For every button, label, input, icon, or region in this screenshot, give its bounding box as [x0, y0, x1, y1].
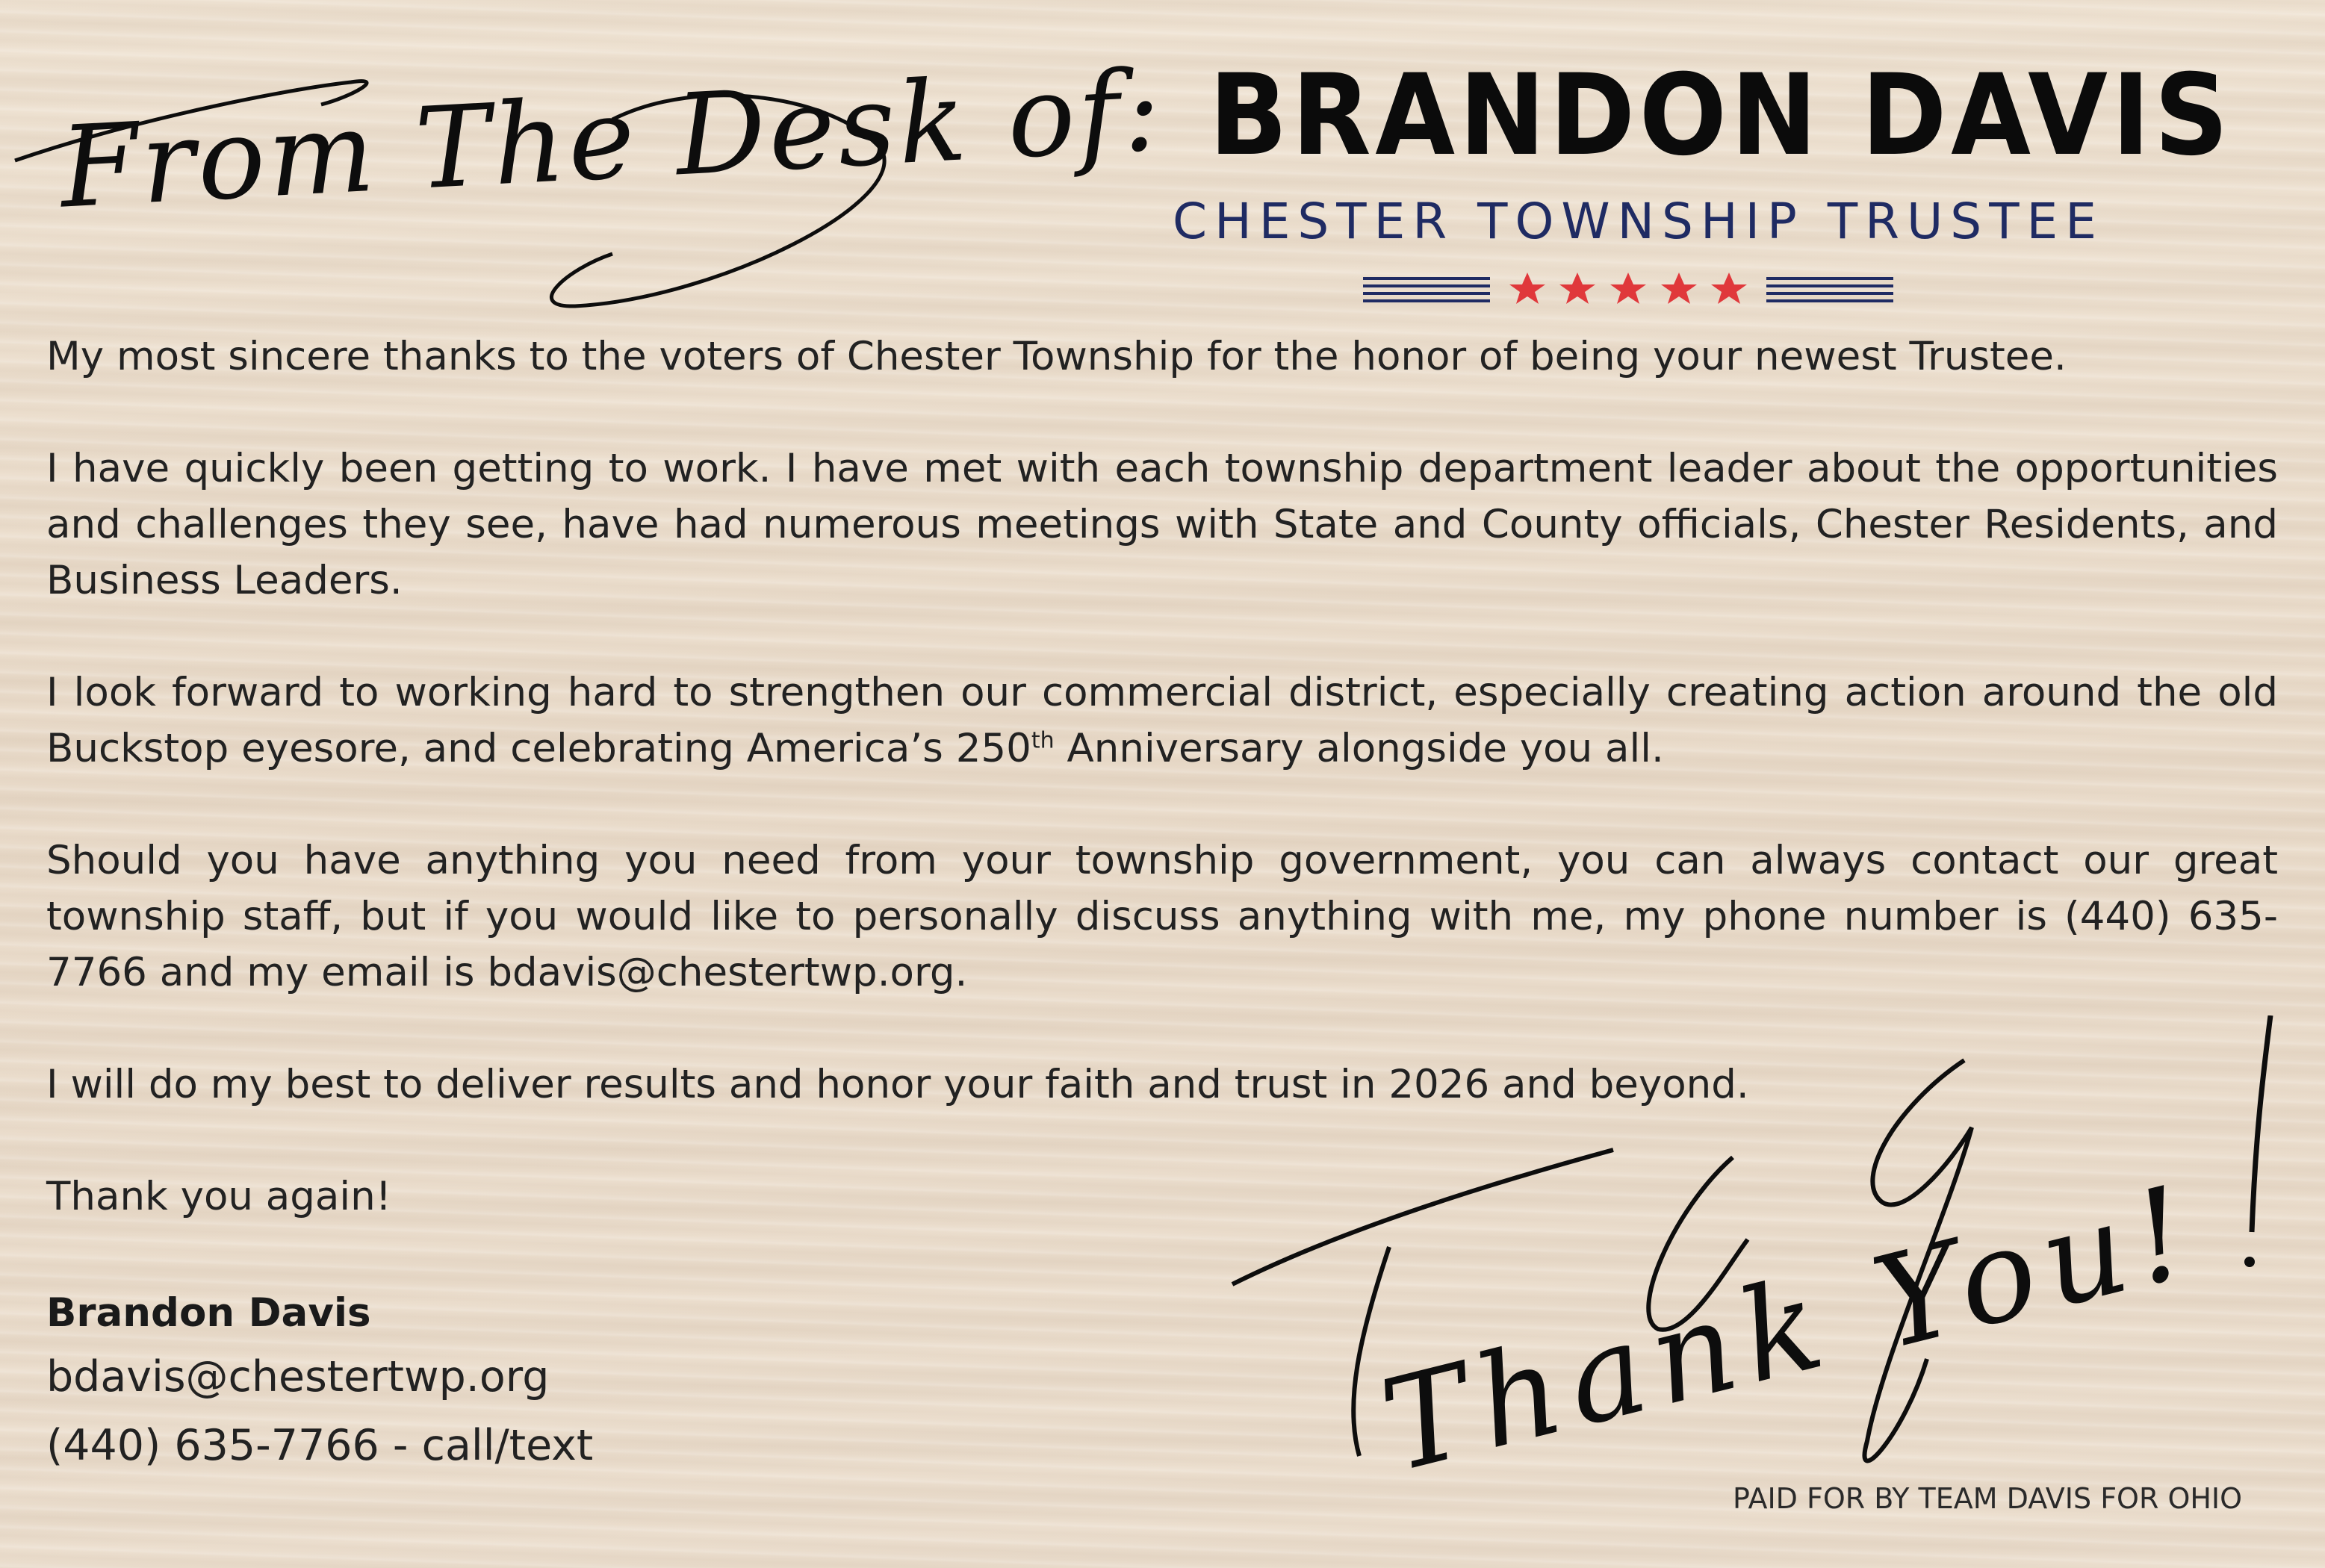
- paragraph-work: I have quickly been getting to work. I have met with each township department leader about the opportunities and challenges they see, have had numerous meetings with State and County officials, Chester Residents, and Business Leaders.: [46, 446, 2278, 603]
- paragraph-goals: [46, 665, 2278, 777]
- name-block: [1173, 51, 2233, 307]
- trustee-name: BRANDON DAVIS: [1208, 51, 2233, 181]
- from-the-desk-of-heading: From The Desk of:: [57, 46, 1167, 234]
- star-icons: [1509, 273, 1747, 304]
- stars-stripes-divider: [1363, 270, 1893, 307]
- signature-phone: (440) 635-7766 - call/text: [46, 1421, 594, 1470]
- thank-you-script: [1210, 1015, 2300, 1508]
- paragraph-contact: Should you have anything you need from your township government, you can always contact our great township staff, but if you would like to personally discuss anything with me, my phone number is (440) 635-7766 and my email is bdavis@chestertwp.org.: [46, 838, 2278, 995]
- signature-name: Brandon Davis: [46, 1290, 371, 1336]
- goals-text-end: Anniversary alongside you all.: [1054, 726, 1664, 771]
- ordinal-suffix: th: [1031, 727, 1055, 754]
- paragraph-closing: Thank you again!: [46, 1174, 391, 1219]
- signature-block: [46, 1284, 593, 1480]
- paid-for-disclaimer: PAID FOR BY TEAM DAVIS FOR OHIO: [1733, 1482, 2243, 1515]
- paragraph-promise: I will do my best to deliver results and honor your faith and trust in 2026 and beyond.: [46, 1062, 1749, 1107]
- goals-text: I look forward to working hard to strengthen our commercial district, especially creating action around the old Buckstop eyesore, and celebrating America’s 250: [46, 670, 2278, 771]
- signature-email: bdavis@chestertwp.org: [46, 1352, 550, 1401]
- trustee-role: CHESTER TOWNSHIP TRUSTEE: [1173, 193, 2104, 250]
- thank-you-text: Thank You!: [1368, 1159, 2202, 1502]
- paragraph-thanks: My most sincere thanks to the voters of Chester Township for the honor of being your newest Trustee.: [46, 334, 2067, 379]
